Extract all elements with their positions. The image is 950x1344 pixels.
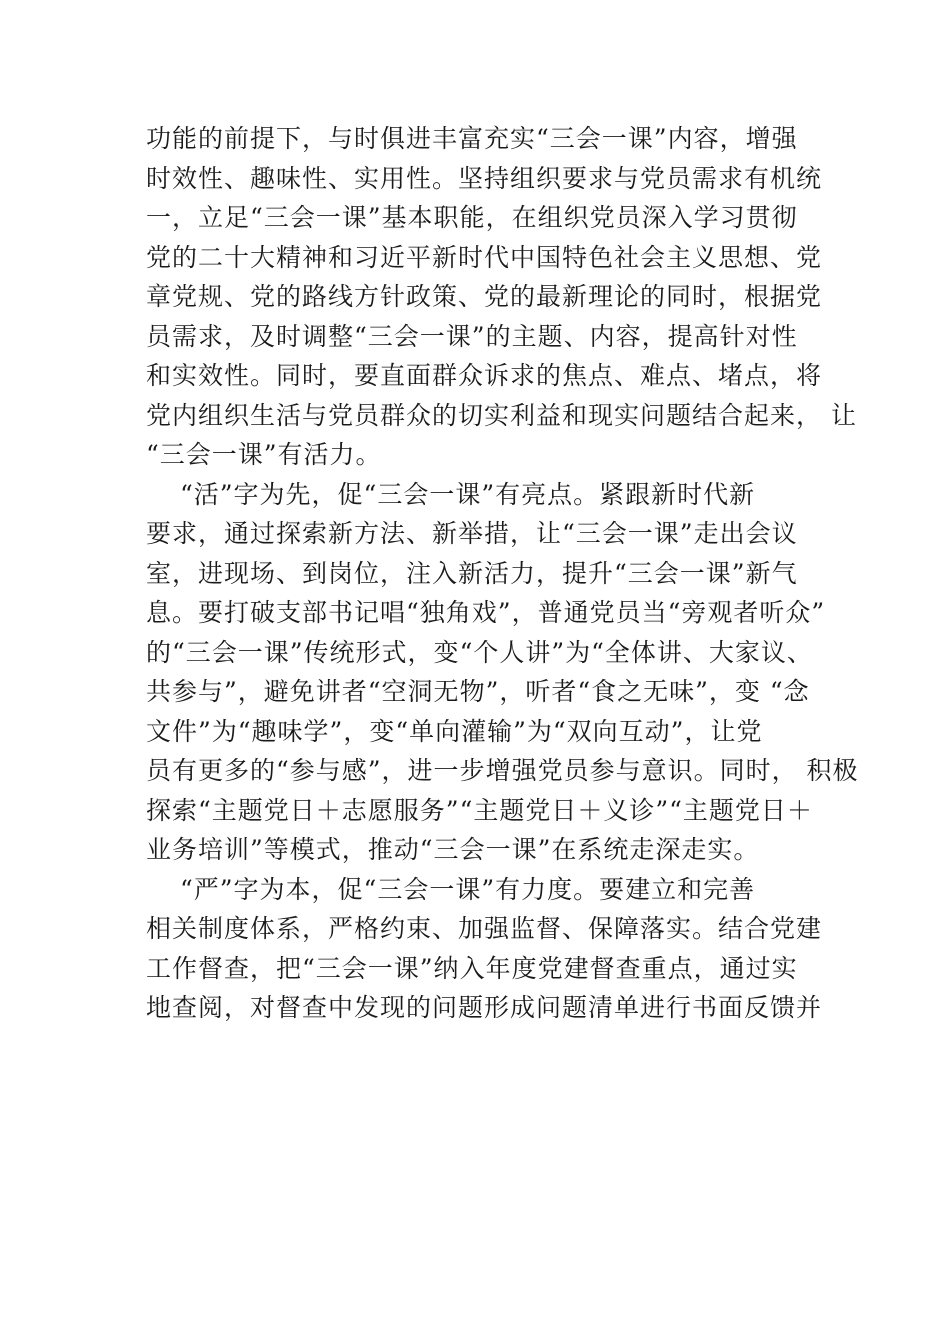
text-line: 文件”为“趣味学”，变“单向灌输”为“双向互动”，让党 [146, 716, 763, 746]
text-line: 业务培训”等模式，推动“三会一课”在系统走深走实。 [146, 835, 760, 864]
text-line: “三会一课”有活力。 [146, 440, 382, 469]
text-line: 时效性、趣味性、实用性。坚持组织要求与党员需求有机统 [146, 163, 823, 193]
text-line: 员有更多的“参与感”，进一步增强党员参与意识。同时， 积极 [146, 756, 859, 785]
paragraph-start-line: “活”字为先，促“三会一课”有亮点。紧跟新时代新 [180, 479, 756, 509]
text-line: 地查阅，对督查中发现的问题形成问题清单进行书面反馈并 [146, 993, 823, 1022]
text-line: 和实效性。同时，要直面群众诉求的焦点、难点、堵点，将 [146, 361, 823, 390]
text-line: 党的二十大精神和习近平新时代中国特色社会主义思想、党 [146, 242, 823, 272]
text-line: 功能的前提下，与时俱进丰富充实“三会一课”内容，增强 [146, 124, 798, 153]
text-line: 工作督查，把“三会一课”纳入年度党建督查重点，通过实 [146, 953, 798, 983]
text-line: 要求，通过探索新方法、新举措，让“三会一课”走出会议 [146, 519, 798, 548]
text-line: 探索“主题党日＋志愿服务”“主题党日＋义诊”“主题党日＋ [146, 795, 813, 825]
text-line: 相关制度体系，严格约束、加强监督、保障落实。结合党建 [146, 914, 823, 943]
text-line: 党内组织生活与党员群众的切实利益和现实问题结合起来， 让 [146, 400, 857, 430]
text-line: 员需求，及时调整“三会一课”的主题、内容，提高针对性 [146, 321, 798, 351]
text-line: 章党规、党的路线方针政策、党的最新理论的同时，根据党 [146, 282, 823, 311]
paragraph-start-line: “严”字为本，促“三会一课”有力度。要建立和完善 [180, 874, 756, 904]
text-line: 共参与”，避免讲者“空洞无物”，听者“食之无味”，变 “念 [146, 677, 810, 706]
text-line: 的“三会一课”传统形式，变“个人讲”为“全体讲、大家议、 [146, 637, 813, 667]
text-line: 室，进现场、到岗位，注入新活力，提升“三会一课”新气 [146, 558, 798, 588]
text-line: 一，立足“三会一课”基本职能，在组织党员深入学习贯彻 [146, 203, 798, 232]
text-line: 息。要打破支部书记唱“独角戏”，普通党员当“旁观者听众” [146, 598, 826, 627]
body-text [146, 119, 859, 1028]
